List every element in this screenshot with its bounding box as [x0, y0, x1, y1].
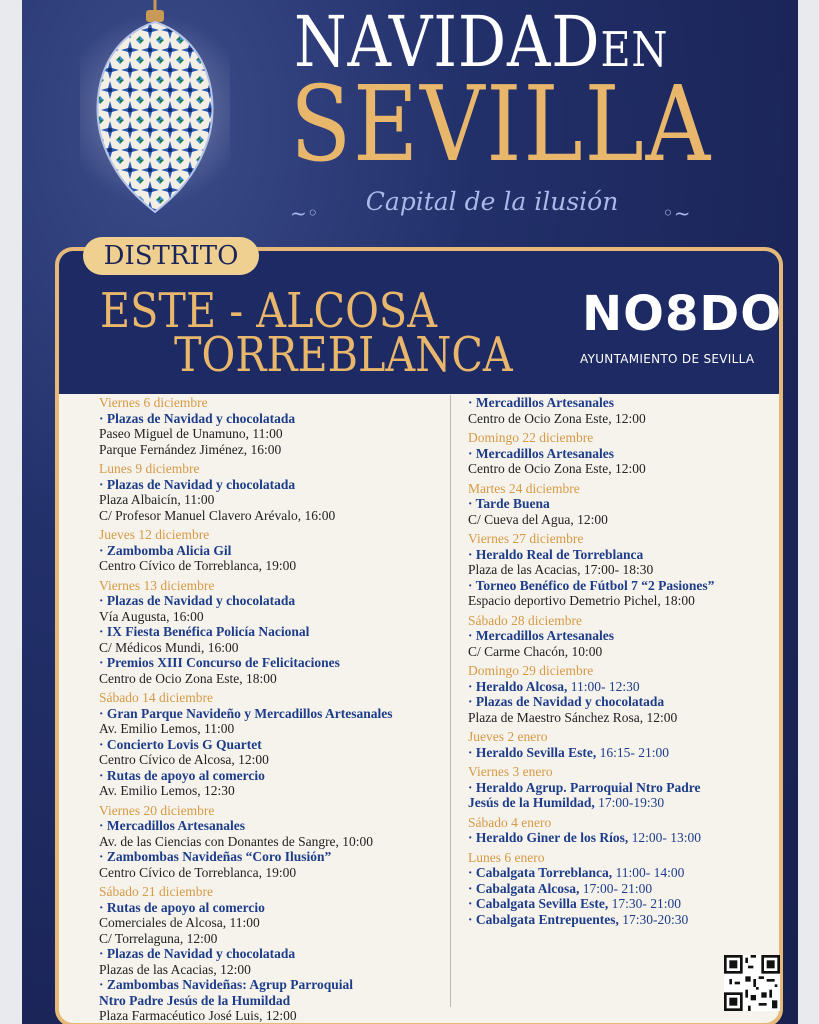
event-name [468, 395, 768, 411]
schedule-day [468, 850, 768, 928]
day-date: Sábado 14 diciembre [99, 690, 213, 705]
event-time: 11:00- 12:30 [567, 678, 640, 694]
item-text: · Heraldo Real de Torreblanca [468, 546, 644, 562]
event-name [468, 780, 768, 796]
event-name [468, 912, 768, 928]
item-text: Centro Cívico de Torreblanca, 19:00 [99, 864, 297, 880]
item-text: Centro de Ocio Zona Este, 12:00 [468, 461, 646, 476]
schedule-day [99, 395, 429, 457]
event-name [99, 477, 429, 493]
item-text: Centro Cívico de Alcosa, 12:00 [99, 752, 269, 767]
event-location [468, 710, 768, 726]
poster [22, 0, 798, 1024]
event-name [99, 593, 429, 609]
event-name [468, 865, 768, 881]
right-flourish-icon: ◦~ [662, 201, 691, 225]
event-location [468, 512, 768, 528]
item-text: · Cabalgata Sevilla Este, [468, 896, 609, 911]
item-text: · Mercadillos Artesanales [468, 445, 614, 461]
item-text: Plaza Albaicín, 11:00 [99, 492, 215, 507]
event-name [99, 993, 429, 1009]
item-text: · IX Fiesta Benéfica Policía Nacional [99, 624, 310, 639]
event-time: 11:00- 14:00 [612, 865, 685, 880]
item-text: Centro de Ocio Zona Este, 12:00 [468, 410, 646, 426]
event-location [99, 492, 429, 508]
schedule-day [99, 884, 429, 1024]
day-date: Domingo 29 diciembre [468, 663, 594, 678]
event-name [468, 745, 768, 761]
event-name [468, 795, 768, 811]
item-text: C/ Carme Chacón, 10:00 [468, 643, 603, 659]
event-time: 12:00- 13:00 [628, 830, 702, 845]
christmas-ornament-icon [80, 0, 230, 215]
title-line2: SEVILLA [290, 63, 712, 185]
schedule-day [468, 430, 768, 477]
event-location [99, 442, 429, 458]
event-name [468, 896, 768, 912]
event-location [99, 508, 429, 524]
event-location [468, 562, 768, 578]
item-text: Espacio deportivo Demetrio Pichel, 18:00 [468, 593, 695, 608]
event-name [468, 496, 768, 512]
event-name [99, 900, 429, 916]
item-text: · Heraldo Agrup. Parroquial Ntro Padre [468, 779, 701, 795]
event-name [468, 679, 768, 695]
schedule-day [99, 527, 429, 574]
schedule-day [468, 481, 768, 528]
item-text: Plaza de las Acacias, 17:00- 18:30 [468, 562, 654, 577]
day-date: Martes 24 diciembre [468, 480, 580, 496]
item-text: · Cabalgata Alcosa, [468, 880, 580, 896]
event-time: 17:30- 21:00 [608, 896, 682, 911]
item-text: · Rutas de apoyo al comercio [99, 899, 265, 915]
day-date: Lunes 9 diciembre [99, 461, 200, 476]
event-location [99, 426, 429, 442]
item-text: · Plazas de Navidad y chocolatada [99, 410, 296, 426]
item-text: · Concierto Lovis G Quartet [99, 736, 262, 752]
item-text: Centro Cívico de Torreblanca, 19:00 [99, 558, 297, 573]
district-name-line1: ESTE - ALCOSA [100, 283, 438, 339]
schedule-day [99, 578, 429, 687]
event-name [468, 628, 768, 644]
item-text: Plaza de Maestro Sánchez Rosa, 12:00 [468, 709, 678, 725]
schedule-day [468, 815, 768, 846]
day-date: Lunes 6 enero [468, 849, 545, 865]
day-date: Viernes 13 diciembre [99, 577, 215, 593]
event-location [468, 461, 768, 477]
event-location [99, 752, 429, 768]
item-text: · Heraldo Giner de los Ríos, [468, 830, 629, 845]
event-name [99, 818, 429, 834]
event-location [99, 962, 429, 978]
schedule-day [468, 395, 768, 426]
event-location [468, 593, 768, 609]
event-location [99, 931, 429, 947]
event-name [99, 624, 429, 640]
day-date: Domingo 22 diciembre [468, 430, 594, 445]
column-divider [450, 395, 451, 1007]
event-location [99, 865, 429, 881]
item-text: · Plazas de Navidad y chocolatada [99, 946, 296, 961]
event-time: 16:15- 21:00 [596, 744, 669, 760]
item-text: · Zambombas Navideñas “Coro Ilusión” [99, 849, 332, 864]
event-time: 17:30-20:30 [618, 911, 689, 927]
event-location [99, 834, 429, 850]
subtitle: Capital de la ilusión [365, 187, 619, 216]
event-location [468, 411, 768, 427]
item-text: · Heraldo Alcosa, [468, 678, 568, 694]
item-text: · Premios XIII Concurso de Felicitaciones [99, 655, 340, 670]
qr-code-icon [724, 955, 780, 1011]
schedule-day [468, 613, 768, 660]
item-text: · Plazas de Navidad y chocolatada [468, 694, 665, 709]
event-location [99, 915, 429, 931]
item-text: · Mercadillos Artesanales [468, 395, 614, 410]
item-text: C/ Profesor Manuel Clavero Arévalo, 16:00 [99, 507, 336, 523]
district-name-line2: TORREBLANCA [174, 327, 513, 383]
item-text: Paseo Miguel de Unamuno, 11:00 [99, 426, 283, 441]
event-name [468, 830, 768, 846]
item-text: C/ Cueva del Agua, 12:00 [468, 511, 608, 527]
schedule-day [468, 729, 768, 760]
event-name [468, 694, 768, 710]
event-location [99, 558, 429, 574]
item-text: · Zambombas Navideñas: Agrup Parroquial [99, 977, 354, 992]
day-date: Viernes 27 diciembre [468, 531, 584, 546]
day-date: Sábado 21 diciembre [99, 884, 213, 899]
event-name [468, 578, 768, 594]
event-name [99, 977, 429, 993]
event-name [99, 543, 429, 559]
logo-subtitle: AYUNTAMIENTO DE SEVILLA [580, 352, 755, 366]
item-text: · Heraldo Sevilla Este, [468, 744, 597, 760]
item-text: · Plazas de Navidad y chocolatada [99, 476, 296, 492]
item-text: Vía Augusta, 16:00 [99, 608, 204, 624]
item-text: · Tarde Buena [468, 496, 550, 511]
item-text: Av. Emilio Lemos, 12:30 [99, 783, 235, 798]
event-location [99, 671, 429, 687]
schedule-day [468, 663, 768, 725]
item-text: C/ Torrelaguna, 12:00 [99, 930, 218, 946]
left-schedule-column [99, 395, 429, 1024]
event-name [99, 768, 429, 784]
day-date: Jueves 2 enero [468, 729, 548, 744]
schedule-day [99, 803, 429, 881]
event-location [468, 644, 768, 660]
event-name [468, 446, 768, 462]
item-text: Comerciales de Alcosa, 11:00 [99, 915, 260, 930]
no8do-logo: NO8DO [582, 286, 783, 342]
day-date: Sábado 28 diciembre [468, 612, 582, 628]
left-flourish-icon: ~◦ [290, 201, 319, 225]
item-text: Plazas de las Acacias, 12:00 [99, 961, 251, 977]
item-text: Centro de Ocio Zona Este, 18:00 [99, 670, 277, 686]
item-text: Av. de las Ciencias con Donantes de Sangre, 10:00 [99, 833, 374, 849]
item-text: · Zambomba Alicia Gil [99, 542, 232, 558]
item-text: Plaza Farmacéutico José Luis, 12:00 [99, 1008, 297, 1023]
event-name [468, 881, 768, 897]
event-location [99, 609, 429, 625]
item-text: · Torneo Benéfico de Fútbol 7 “2 Pasiones” [468, 577, 715, 593]
event-name [99, 737, 429, 753]
schedule-day [468, 764, 768, 811]
event-location [99, 783, 429, 799]
event-time: 17:00- 21:00 [579, 880, 653, 896]
title-line1-small: EN [600, 22, 669, 78]
schedule-day [468, 531, 768, 609]
item-text: · Plazas de Navidad y chocolatada [99, 593, 296, 608]
event-name [99, 849, 429, 865]
event-location [99, 721, 429, 737]
event-name [99, 706, 429, 722]
item-text: · Gran Parque Navideño y Mercadillos Artesanales [99, 705, 393, 721]
title-line1: NAVIDADEN [294, 1, 669, 83]
day-date: Viernes 3 enero [468, 764, 553, 779]
day-date: Sábado 4 enero [468, 814, 552, 830]
schedule-day [99, 461, 429, 523]
item-text: · Mercadillos Artesanales [468, 628, 614, 643]
day-date: Viernes 20 diciembre [99, 802, 215, 818]
item-text: Ntro Padre Jesús de la Humildad [99, 992, 291, 1008]
event-name [99, 411, 429, 427]
day-date: Jueves 12 diciembre [99, 527, 210, 542]
item-text: Parque Fernández Jiménez, 16:00 [99, 441, 282, 457]
event-name [99, 946, 429, 962]
item-text: Av. Emilio Lemos, 11:00 [99, 721, 235, 736]
event-time: 17:00-19:30 [594, 795, 665, 810]
item-text: Jesús de la Humildad, [468, 795, 595, 810]
item-text: · Rutas de apoyo al comercio [99, 767, 265, 783]
item-text: · Cabalgata Entrepuentes, [468, 911, 619, 927]
item-text: C/ Médicos Mundi, 16:00 [99, 639, 239, 655]
day-date: Viernes 6 diciembre [99, 395, 208, 410]
item-text: · Cabalgata Torreblanca, [468, 865, 613, 880]
schedule-day [99, 690, 429, 799]
right-schedule-column [468, 395, 768, 931]
event-location [99, 640, 429, 656]
item-text: · Mercadillos Artesanales [99, 818, 245, 833]
event-location [99, 1008, 429, 1024]
district-badge: DISTRITO [83, 237, 259, 275]
event-name [99, 655, 429, 671]
event-name [468, 547, 768, 563]
